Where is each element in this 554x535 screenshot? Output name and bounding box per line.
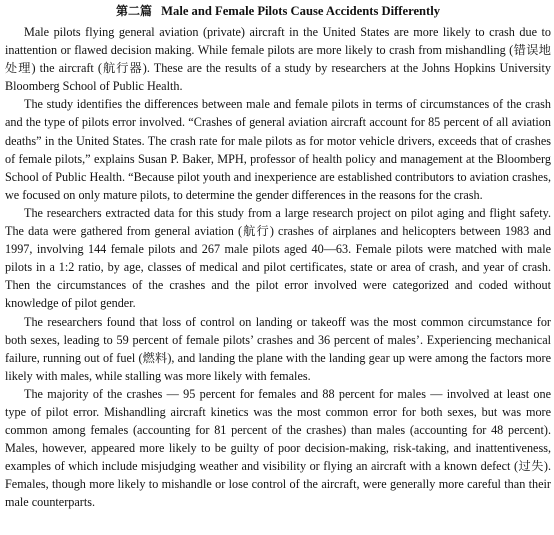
passage-heading: Male and Female Pilots Cause Accidents Differently <box>161 4 441 18</box>
reading-passage <box>5 2 551 512</box>
passage-label: 第二篇 <box>115 4 152 18</box>
paragraph-3: The researchers extracted data for this study from a large research project on pilot aging and flight safety. The data were gathered from general aviation (航行) crashes of airplanes and helicopters between 1983 and 1997, involving 144 female pilots and 267 male pilots aged 40—63. Female pilots were matched with male pilots in a 1:2 ratio, by age, classes of medical and pilot certificates, state or area of crash, and year of crash. Then the circumstances of the crashes and the pilot error involved were categorized and coded without knowledge of pilot gender. <box>5 205 551 311</box>
paragraph-2: The study identifies the differences between male and female pilots in terms of circumstances of the crash and the type of pilots error involved. “Crashes of general aviation aircraft account for 85 percent of all aviation deaths” in the United States. The crash rate for male pilots as for motor vehicle drivers, exceeds that of crashes of female pilots,” explains Susan P. Baker, MPH, professor of health policy and management at the Bloomberg School of Public Health. “Because pilot youth and inexperience are established contributors to aviation crashes, we focused on only mature pilots, to determine the gender differences in the reasons for the crash. <box>5 97 551 202</box>
paragraph-1: Male pilots flying general aviation (private) aircraft in the United States are more likely to crash due to inattention or flawed decision making. While female pilots are more likely to crash from mishandling (错误地处理) the aircraft (航行器). These are the results of a study by researchers at the Johns Hopkins University Bloomberg School of Public Health. <box>5 25 551 94</box>
paragraph-5: The majority of the crashes — 95 percent for females and 88 percent for males — involved at least one type of pilot error. Mishandling aircraft kinetics was the most common error for both sexes, but was more common among females (accounting for 81 percent of the crashes) than males (accounting for 48 percent). Males, however, appeared more likely to be guilty of poor decision-making, risk-taking, and inattentiveness, examples of which include misjudging weather and visibility or flying an aircraft with a known defect (过失). Females, though more likely to mishandle or lose control of the aircraft, were generally more careful than their male counterparts. <box>5 386 551 510</box>
passage-title <box>5 2 551 20</box>
paragraph-4: The researchers found that loss of control on landing or takeoff was the most common circumstance for both sexes, leading to 59 percent of female pilots’ crashes and 36 percent of males’. Experiencing mechanical failure, running out of fuel (燃料), and landing the plane with the landing gear up were among the factors more likely with males, while stalling was more likely with females. <box>5 314 551 383</box>
